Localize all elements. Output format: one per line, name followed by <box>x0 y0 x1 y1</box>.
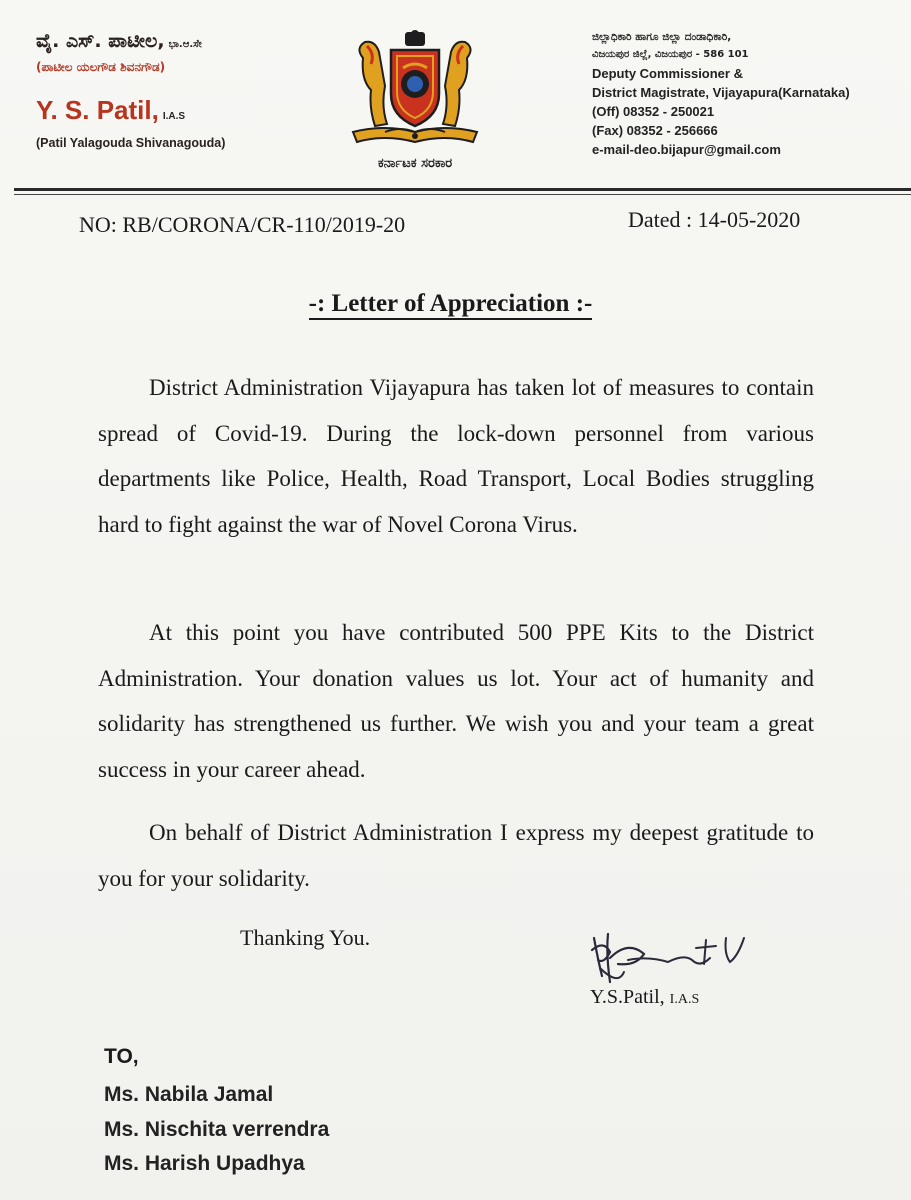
signatory-name <box>590 986 699 1009</box>
office-email: e-mail-deo.bijapur@gmail.com <box>592 142 781 157</box>
letter-date: Dated : 14-05-2020 <box>628 207 801 232</box>
body-paragraph-2-text: At this point you have contributed 500 PPE Kits to the District Administration. Your donation values us lot. Your act of humanity and solidarity has strengthened us further. We wish you and your team a great success in your career ahead. <box>98 620 814 782</box>
officer-fullname: (Patil Yalagouda Shivanagouda) <box>36 136 226 150</box>
karnataka-emblem <box>345 28 485 178</box>
office-fax: (Fax) 08352 - 256666 <box>592 123 718 138</box>
office-title-line1: Deputy Commissioner & <box>592 66 743 81</box>
emblem-caption: ಕರ್ನಾಟಕ ಸರಕಾರ <box>377 156 453 171</box>
body-paragraph-3-text: On behalf of District Administration I express my deepest gratitude to you for your solidarity. <box>98 820 814 891</box>
letterhead-left <box>36 30 296 150</box>
signatory-suffix: I.A.S <box>669 992 700 1007</box>
officer-name <box>36 95 296 126</box>
letter-title <box>0 290 911 318</box>
recipient-name: Ms. Nischita verrendra <box>104 1118 330 1141</box>
recipients-heading: TO, <box>104 1045 139 1068</box>
header-divider <box>14 188 911 191</box>
officer-name-suffix: I.A.S <box>162 111 186 122</box>
body-paragraph-1 <box>98 365 814 547</box>
body-paragraph-2 <box>98 610 814 792</box>
body-paragraph-1-text: District Administration Vijayapura has taken lot of measures to contain spread of Covid-19. During the lock-down personnel from various departments like Police, Health, Road Transport, Local Bodies struggling hard to fight against the war of Novel Corona Virus. <box>98 375 814 537</box>
officer-fullname-kannada: (ಪಾಟೀಲ ಯಲಗೌಡ ಶಿವನಗೌಡ) <box>36 60 166 74</box>
header-divider-thin <box>14 194 911 195</box>
office-title-kannada: ಜಿಲ್ಲಾಧಿಕಾರಿ ಹಾಗೂ ಜಿಲ್ಲಾ ದಂಡಾಧಿಕಾರಿ, <box>592 31 732 43</box>
officer-name-kannada-text: ವೈ. ಎಸ್. ಪಾಟೀಲ, <box>36 30 165 52</box>
officer-name-kannada <box>36 30 296 52</box>
officer-suffix-kannada: ಭಾ.ಆ.ಸೇ <box>168 39 202 50</box>
officer-name-text: Y. S. Patil, <box>36 95 159 125</box>
office-phone: (Off) 08352 - 250021 <box>592 104 715 119</box>
recipient-name: Ms. Harish Upadhya <box>104 1152 305 1175</box>
reference-number: NO: RB/CORONA/CR-110/2019-20 <box>79 212 406 237</box>
handwritten-signature-icon <box>588 920 758 990</box>
state-emblem-icon <box>345 28 485 153</box>
body-paragraph-3 <box>98 810 814 901</box>
letter-title-text: -: Letter of Appreciation :- <box>309 290 593 320</box>
letterhead-right <box>592 28 907 159</box>
signatory-name-text: Y.S.Patil, <box>590 986 665 1008</box>
closing-thanks: Thanking You. <box>240 925 371 950</box>
recipient-name: Ms. Nabila Jamal <box>104 1083 274 1106</box>
office-title-line2: District Magistrate, Vijayapura(Karnataka) <box>592 85 850 100</box>
office-address-kannada: ವಿಜಯಪುರ ಜಿಲ್ಲೆ, ವಿಜಯಪುರ - 586 101 <box>592 49 749 60</box>
